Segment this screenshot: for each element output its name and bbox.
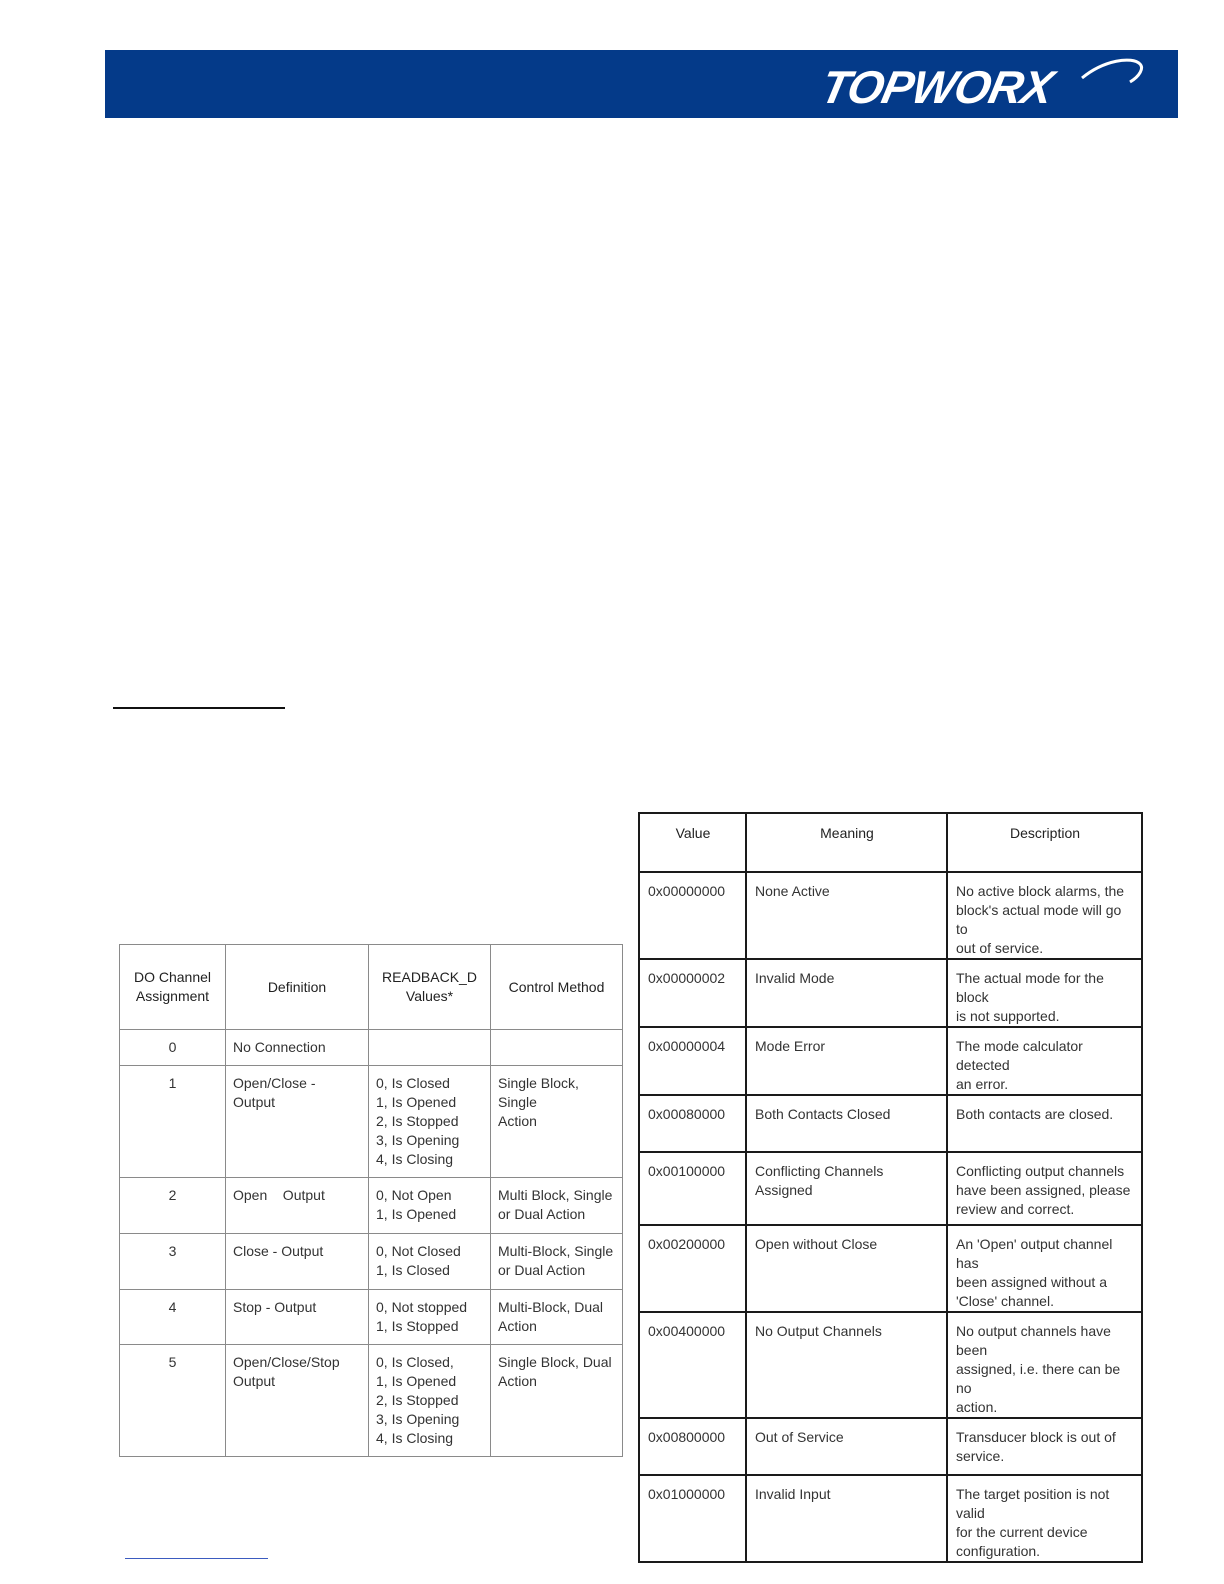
value-cell: 0x00400000 <box>639 1312 746 1418</box>
table-row <box>120 1290 623 1345</box>
channel-cell: 1 <box>120 1066 226 1178</box>
value-cell: 0x00000004 <box>639 1027 746 1095</box>
table-row <box>639 1418 1142 1475</box>
method-cell: Single Block, Single Action <box>491 1066 623 1178</box>
table-row <box>639 959 1142 1027</box>
alarm-table-header-row <box>639 813 1142 872</box>
topworx-logo <box>814 58 1144 114</box>
table-row <box>639 1152 1142 1225</box>
readback-cell: 0, Not stopped 1, Is Stopped <box>369 1290 491 1345</box>
channel-cell: 3 <box>120 1234 226 1290</box>
channel-cell: 2 <box>120 1178 226 1234</box>
value-cell: 0x00080000 <box>639 1095 746 1152</box>
meaning-cell: Invalid Input <box>746 1475 947 1562</box>
footer-link-underline <box>125 1558 268 1559</box>
readback-cell <box>369 1030 491 1066</box>
readback-cell: 0, Not Open 1, Is Opened <box>369 1178 491 1234</box>
meaning-cell: Both Contacts Closed <box>746 1095 947 1152</box>
meaning-cell: Open without Close <box>746 1225 947 1312</box>
method-cell: Single Block, Dual Action <box>491 1345 623 1457</box>
table-row <box>120 1066 623 1178</box>
table-row <box>120 1345 623 1457</box>
method-cell: Multi-Block, Dual Action <box>491 1290 623 1345</box>
header-control-method: Control Method <box>491 945 623 1030</box>
definition-cell: Close - Output <box>226 1234 369 1290</box>
section-rule <box>113 707 285 709</box>
definition-cell: Open/Close/Stop Output <box>226 1345 369 1457</box>
meaning-cell: No Output Channels <box>746 1312 947 1418</box>
value-cell: 0x00000000 <box>639 872 746 959</box>
header-description: Description <box>947 813 1142 872</box>
definition-cell: No Connection <box>226 1030 369 1066</box>
meaning-cell: Out of Service <box>746 1418 947 1475</box>
channel-cell: 4 <box>120 1290 226 1345</box>
meaning-cell: Invalid Mode <box>746 959 947 1027</box>
header-readback: READBACK_D Values* <box>369 945 491 1030</box>
value-cell: 0x00100000 <box>639 1152 746 1225</box>
do-table-header-row <box>120 945 623 1030</box>
description-cell: An 'Open' output channel has been assigned without a 'Close' channel. <box>947 1225 1142 1312</box>
table-row <box>120 1178 623 1234</box>
table-row <box>639 1095 1142 1152</box>
readback-cell: 0, Is Closed 1, Is Opened 2, Is Stopped 3, Is Opening 4, Is Closing <box>369 1066 491 1178</box>
value-cell: 0x00800000 <box>639 1418 746 1475</box>
description-cell: No output channels have been assigned, i.e. there can be no action. <box>947 1312 1142 1418</box>
method-cell: Multi-Block, Single or Dual Action <box>491 1234 623 1290</box>
readback-cell: 0, Is Closed, 1, Is Opened 2, Is Stopped 3, Is Opening 4, Is Closing <box>369 1345 491 1457</box>
table-row <box>639 1475 1142 1562</box>
description-cell: Both contacts are closed. <box>947 1095 1142 1152</box>
table-row <box>639 872 1142 959</box>
table-row <box>639 1027 1142 1095</box>
header-band <box>105 50 1178 118</box>
header-definition: Definition <box>226 945 369 1030</box>
meaning-cell: Conflicting Channels Assigned <box>746 1152 947 1225</box>
definition-cell: Stop - Output <box>226 1290 369 1345</box>
channel-cell: 0 <box>120 1030 226 1066</box>
value-cell: 0x00200000 <box>639 1225 746 1312</box>
table-row <box>639 1225 1142 1312</box>
value-cell: 0x01000000 <box>639 1475 746 1562</box>
method-cell: Multi Block, Single or Dual Action <box>491 1178 623 1234</box>
description-cell: No active block alarms, the block's actual mode will go to out of service. <box>947 872 1142 959</box>
header-do-channel: DO Channel Assignment <box>120 945 226 1030</box>
description-cell: Conflicting output channels have been assigned, please review and correct. <box>947 1152 1142 1225</box>
do-channel-table <box>119 944 623 1457</box>
description-cell: The target position is not valid for the current device configuration. <box>947 1475 1142 1562</box>
definition-cell: Open/Close - Output <box>226 1066 369 1178</box>
meaning-cell: None Active <box>746 872 947 959</box>
brand-logo-text: TOPWORX <box>816 61 1058 113</box>
description-cell: The mode calculator detected an error. <box>947 1027 1142 1095</box>
table-row <box>120 1234 623 1290</box>
meaning-cell: Mode Error <box>746 1027 947 1095</box>
header-value: Value <box>639 813 746 872</box>
logo-swoosh-icon <box>814 58 1144 114</box>
channel-cell: 5 <box>120 1345 226 1457</box>
description-cell: Transducer block is out of service. <box>947 1418 1142 1475</box>
block-alarm-table <box>638 812 1143 1563</box>
header-meaning: Meaning <box>746 813 947 872</box>
method-cell <box>491 1030 623 1066</box>
value-cell: 0x00000002 <box>639 959 746 1027</box>
readback-cell: 0, Not Closed 1, Is Closed <box>369 1234 491 1290</box>
table-row <box>120 1030 623 1066</box>
table-row <box>639 1312 1142 1418</box>
definition-cell: Open Output <box>226 1178 369 1234</box>
description-cell: The actual mode for the block is not supported. <box>947 959 1142 1027</box>
